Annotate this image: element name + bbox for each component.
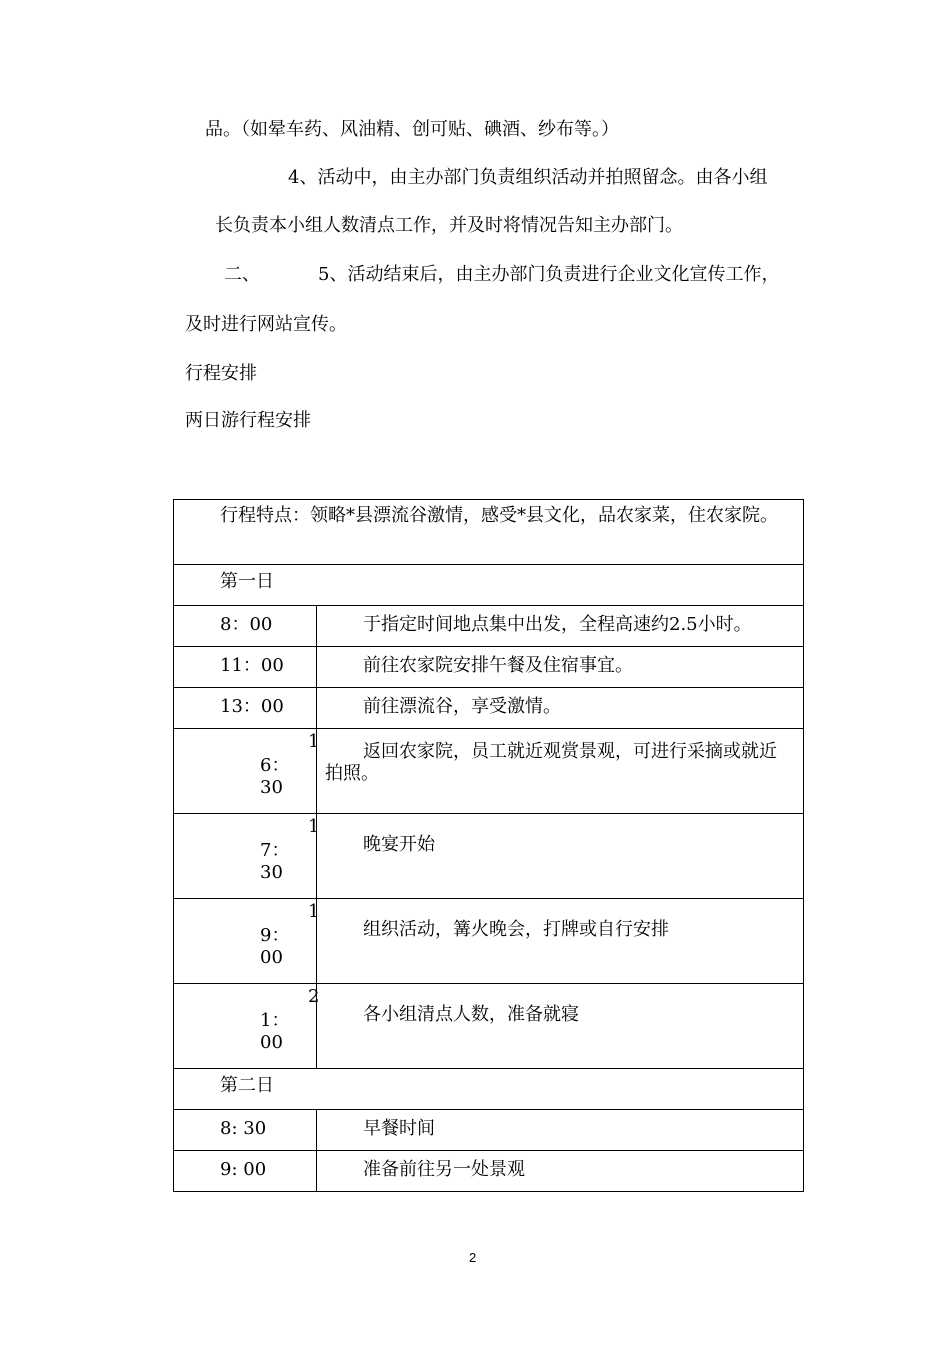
table-row — [174, 606, 804, 647]
table-row — [174, 1151, 804, 1192]
activity-cell: 前往农家院安排午餐及住宿事宜。 — [363, 655, 633, 676]
time-part: 30 — [260, 862, 283, 883]
activity-cell: 组织活动，篝火晚会，打牌或自行安排 — [363, 919, 669, 940]
time-cell: 13：00 — [220, 696, 284, 717]
table-row — [174, 1110, 804, 1151]
time-part: 00 — [260, 947, 283, 968]
heading-itinerary: 行程安排 — [185, 363, 257, 384]
time-part: 1 — [308, 901, 320, 922]
time-cell — [174, 899, 320, 983]
table-row — [174, 647, 804, 688]
time-part: 7： — [260, 840, 290, 861]
day2-label: 第二日 — [220, 1075, 274, 1096]
time-cell: 9: 00 — [220, 1159, 267, 1180]
time-part: 30 — [260, 777, 283, 798]
time-part: 1 — [308, 731, 320, 752]
table-row — [174, 899, 804, 984]
time-cell — [174, 984, 320, 1068]
activity-cell: 准备前往另一处景观 — [363, 1159, 525, 1180]
page-number: 2 — [469, 1250, 477, 1265]
time-part: 00 — [260, 1032, 283, 1053]
activity-cell: 晚宴开始 — [363, 834, 435, 855]
table-row — [174, 984, 804, 1069]
day1-label: 第一日 — [220, 571, 274, 592]
time-part: 2 — [308, 986, 320, 1007]
time-cell: 8: 30 — [220, 1118, 267, 1139]
features-cell — [174, 500, 804, 565]
time-cell — [174, 814, 320, 898]
activity-cell: 前往漂流谷，享受激情。 — [363, 696, 561, 717]
activity-cell: 返回农家院，员工就近观赏景观，可进行采摘或就近拍照。 — [325, 741, 777, 784]
table-row — [174, 814, 804, 899]
activity-cell: 各小组清点人数，准备就寝 — [363, 1004, 579, 1025]
activity-cell: 早餐时间 — [363, 1118, 435, 1139]
paragraph-item-4-line2: 长负责本小组人数清点工作，并及时将情况告知主办部门。 — [215, 215, 683, 236]
paragraph-first-aid: 品。（如晕车药、风油精、创可贴、碘酒、纱布等。） — [205, 119, 619, 140]
paragraph-item-5-line2: 及时进行网站宣传。 — [185, 314, 347, 335]
heading-two-day-itinerary: 两日游行程安排 — [185, 410, 311, 431]
day1-header — [174, 565, 804, 606]
day2-header — [174, 1069, 804, 1110]
time-part: 9： — [260, 925, 290, 946]
time-part: 6： — [260, 755, 290, 776]
itinerary-table — [173, 499, 804, 1192]
paragraph-section-marker: 二、 — [224, 264, 260, 285]
table-row — [174, 729, 804, 814]
time-cell: 11：00 — [220, 655, 284, 676]
time-part: 1： — [260, 1010, 290, 1031]
time-cell: 8：00 — [220, 614, 273, 635]
paragraph-item-5-line1: 5、活动结束后，由主办部门负责进行企业文化宣传工作， — [318, 264, 780, 285]
features-text: 行程特点：领略*县漂流谷激情，感受*县文化，品农家菜，住农家院。 — [220, 505, 778, 526]
time-cell — [174, 729, 320, 813]
time-part: 1 — [308, 816, 320, 837]
paragraph-item-4-line1: 4、活动中，由主办部门负责组织活动并拍照留念。由各小组 — [288, 167, 768, 188]
activity-cell: 于指定时间地点集中出发，全程高速约2.5小时。 — [363, 614, 752, 635]
table-row — [174, 688, 804, 729]
